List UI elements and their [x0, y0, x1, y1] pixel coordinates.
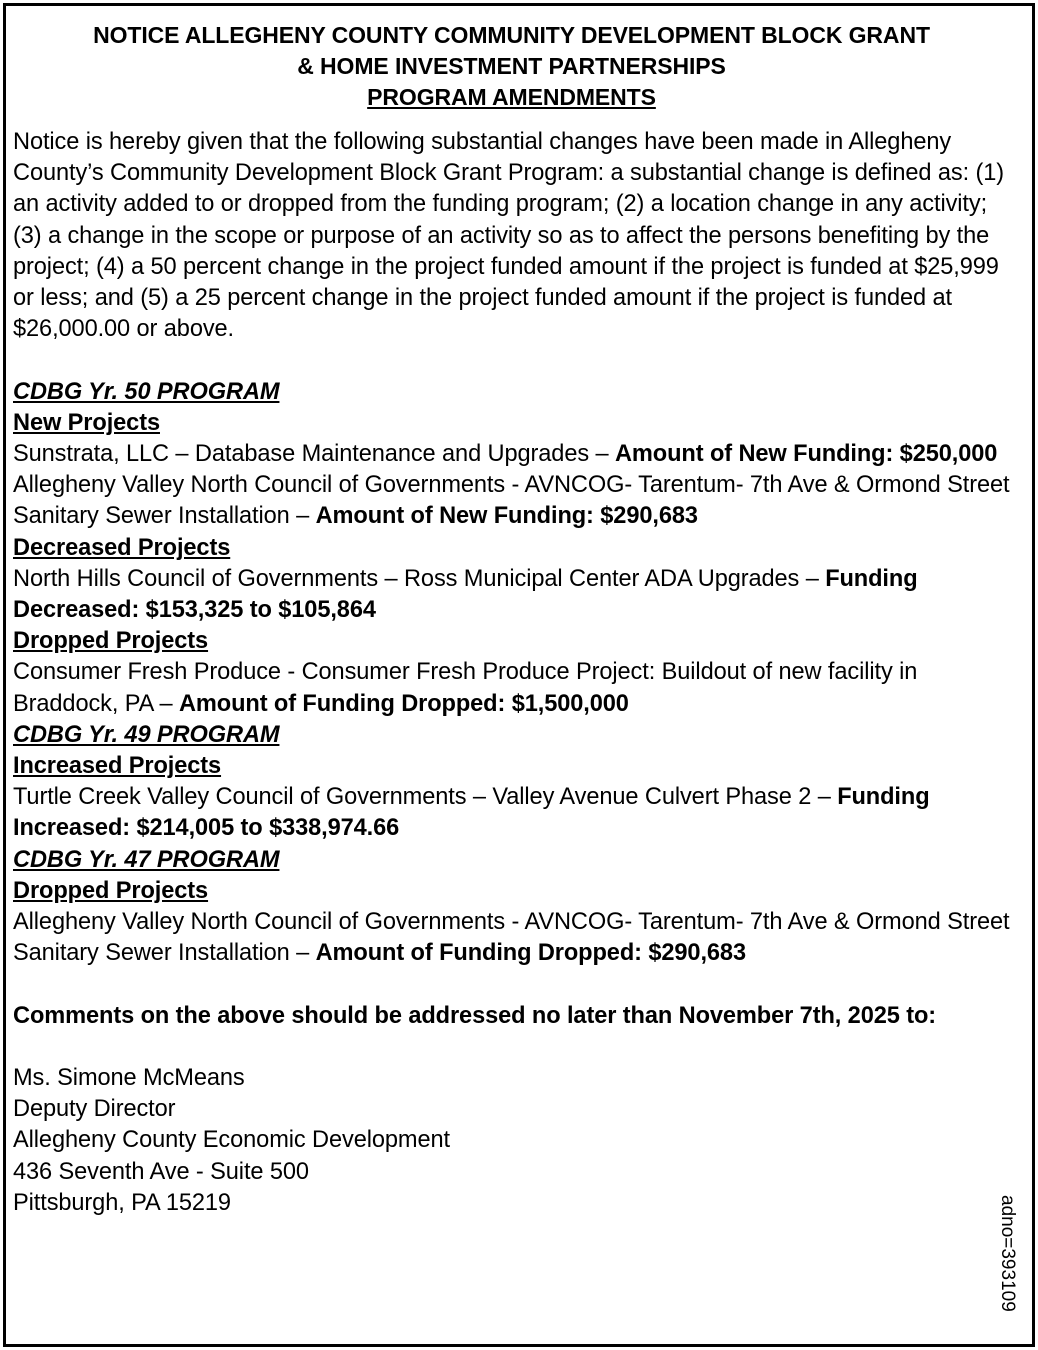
yr47-dropped-heading: Dropped Projects [13, 877, 209, 904]
item-amount: Amount of Funding Dropped: $290,683 [315, 940, 746, 967]
yr50-title: CDBG Yr. 50 PROGRAM [13, 378, 280, 405]
item-amount: Amount of Funding Dropped: $1,500,000 [178, 690, 629, 717]
contact-name: Ms. Simone McMeans [13, 1065, 245, 1092]
yr50-new-heading: New Projects [13, 409, 160, 436]
yr47-dropped-item-1 [13, 907, 1013, 969]
yr49-title: CDBG Yr. 49 PROGRAM [13, 721, 280, 748]
intro-paragraph: Notice is hereby given that the following substantial changes have been made in Allegheny County’s Community Development Block Grant Program: a substantial change is defined as: (1) an activity added to or dropped from the funding program; (2) a location change in any activity; (3) a change in the scope or purpose of an activity so as to affect the persons benefiting by the project; (4) a 50 percent change in the project funded amount if the project is funded at $25,999 or less; and (5) a 25 percent change in the project funded amount if the project is funded at $26,000.00 or above. [13, 129, 1005, 343]
header-line-2: & HOME INVESTMENT PARTNERSHIPS [297, 53, 726, 79]
comments-deadline: Comments on the above should be addressed no later than November 7th, 2025 to: [13, 1002, 937, 1029]
header-line-1: NOTICE ALLEGHENY COUNTY COMMUNITY DEVELOPMENT BLOCK GRANT [93, 22, 930, 48]
item-text: North Hills Council of Governments – Ross Municipal Center ADA Upgrades – [13, 565, 826, 592]
adno-label-wrap [997, 1195, 1038, 1312]
notice-header [10, 20, 1013, 113]
contact-title: Deputy Director [13, 1096, 176, 1123]
adno-label: adno=393109 [997, 1195, 1018, 1312]
item-text: Allegheny Valley North Council of Governments - AVNCOG- Tarentum- 7th Ave & Ormond Street Sanitary Sewer Installation – [13, 909, 1010, 967]
contact-address: 436 Seventh Ave - Suite 500 [13, 1158, 309, 1185]
item-amount: Funding Decreased: $153,325 to $105,864 [13, 565, 918, 624]
yr50-decreased-item-1 [13, 564, 1013, 626]
contact-city: Pittsburgh, PA 15219 [13, 1189, 231, 1216]
item-text: Sunstrata, LLC – Database Maintenance and Upgrades – [13, 441, 615, 468]
yr49-increased-heading: Increased Projects [13, 753, 222, 780]
yr47-title: CDBG Yr. 47 PROGRAM [13, 846, 280, 873]
item-text: Allegheny Valley North Council of Governments - AVNCOG- Tarentum- 7th Ave & Ormond Street Sanitary Sewer Installation – [13, 472, 1010, 530]
item-amount: Amount of New Funding: $290,683 [315, 503, 698, 530]
yr50-new-item-2 [13, 470, 1013, 532]
contact-block [13, 1063, 1013, 1219]
contact-org: Allegheny County Economic Development [13, 1127, 450, 1154]
item-text: Consumer Fresh Produce - Consumer Fresh Produce Project: Buildout of new facility in Braddock, PA – [13, 659, 918, 717]
yr50-decreased-heading: Decreased Projects [13, 534, 231, 561]
yr50-dropped-item-1 [13, 657, 1013, 719]
yr50-dropped-heading: Dropped Projects [13, 628, 209, 655]
item-amount: Funding Increased: $214,005 to $338,974.66 [13, 784, 930, 842]
yr49-increased-item-1 [13, 782, 1013, 844]
item-amount: Amount of New Funding: $250,000 [614, 441, 998, 468]
item-text: Turtle Creek Valley Council of Governments – Valley Avenue Culvert Phase 2 – [13, 784, 838, 811]
header-line-3: PROGRAM AMENDMENTS [367, 84, 656, 110]
yr50-new-item-1 [13, 439, 1013, 470]
notice-body [13, 20, 1013, 1219]
